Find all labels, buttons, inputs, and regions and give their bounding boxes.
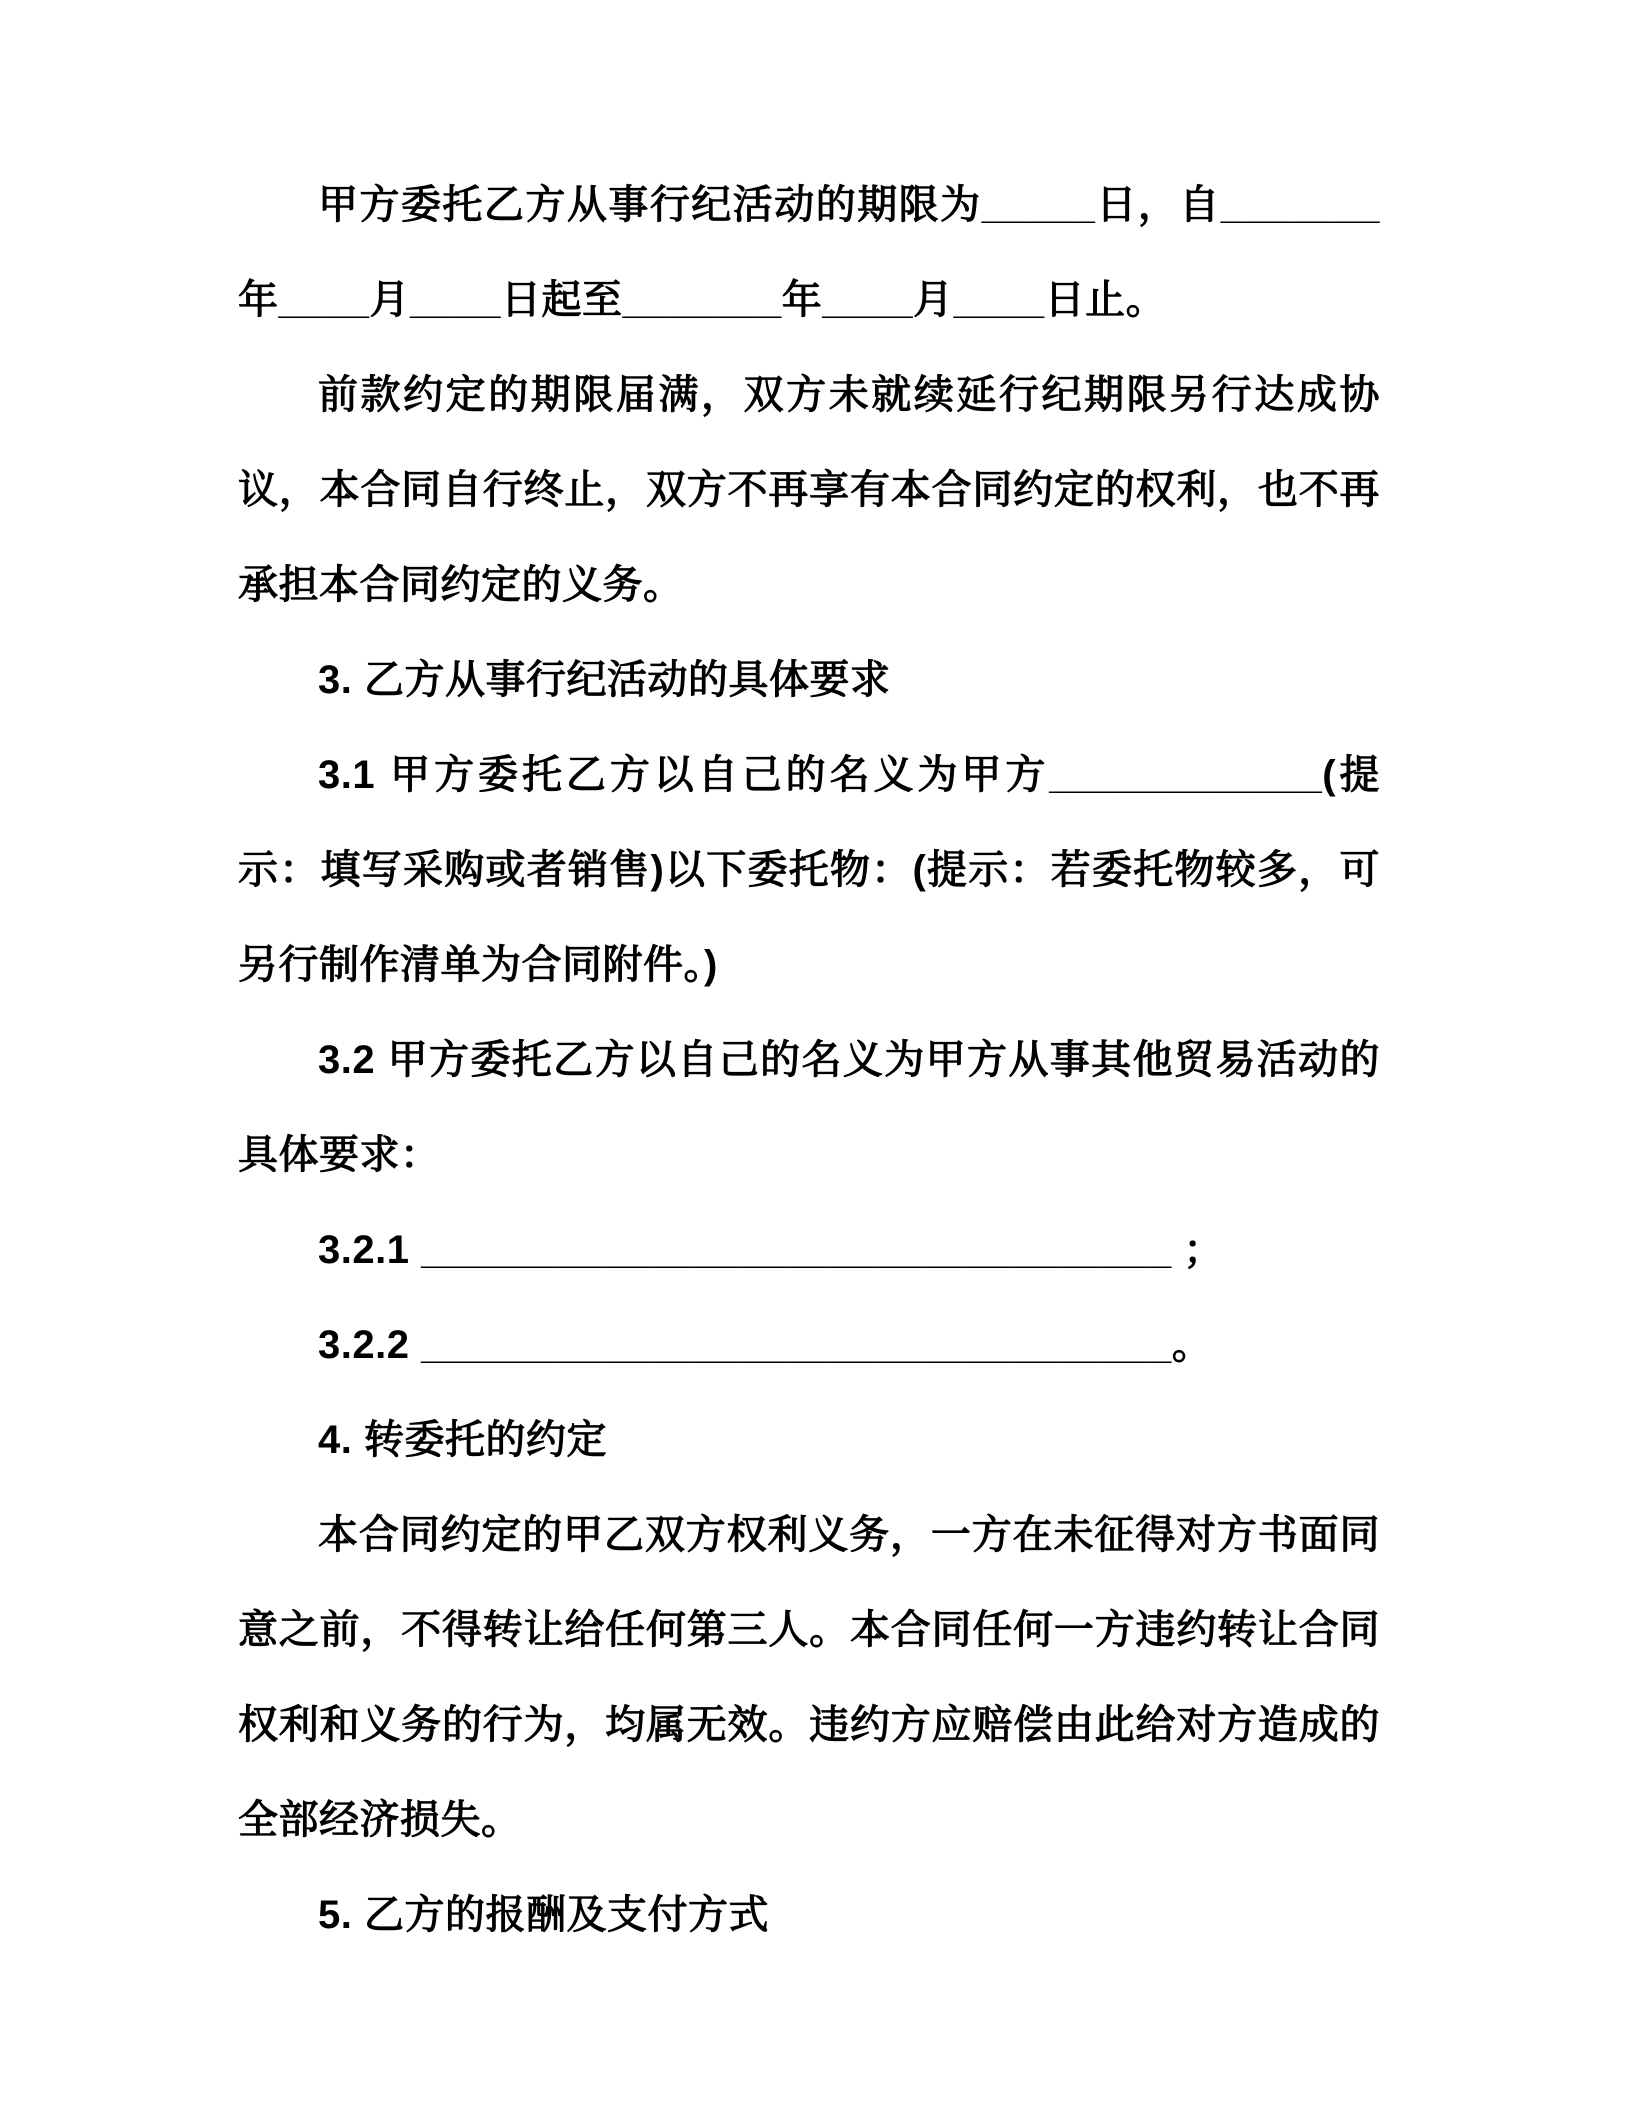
paragraph-term-expiry: 前款约定的期限届满，双方未就续延行纪期限另行达成协议，本合同自行终止，双方不再享有本合同约定的权利，也不再承担本合同约定的义务。: [238, 373, 1380, 607]
paragraph-term-duration: 甲方委托乙方从事行纪活动的期限为_____日，自_______年____月____日起至_______年____月____日止。: [238, 183, 1380, 322]
heading-section-5: 5. 乙方的报酬及支付方式: [318, 1893, 769, 1937]
paragraph-clause-3-2-1-blank: 3.2.1 _________________________________ ；: [318, 1228, 1224, 1272]
heading-section-3: 3. 乙方从事行纪活动的具体要求: [318, 658, 891, 702]
heading-section-4: 4. 转委托的约定: [318, 1418, 607, 1462]
paragraph-clause-4-body: 本合同约定的甲乙双方权利义务，一方在未征得对方书面同意之前，不得转让给任何第三人。本合同任何一方违约转让合同权利和义务的行为，均属无效。违约方应赔偿由此给对方造成的全部经济损失。: [238, 1513, 1380, 1842]
paragraph-clause-3-2: 3.2 甲方委托乙方以自己的名义为甲方从事其他贸易活动的具体要求：: [238, 1038, 1380, 1177]
paragraph-clause-3-2-2-blank: 3.2.2 _________________________________。: [318, 1323, 1213, 1367]
paragraph-clause-3-1: 3.1 甲方委托乙方以自己的名义为甲方____________(提示：填写采购或者销售)以下委托物：(提示：若委托物较多，可另行制作清单为合同附件。): [238, 753, 1380, 987]
